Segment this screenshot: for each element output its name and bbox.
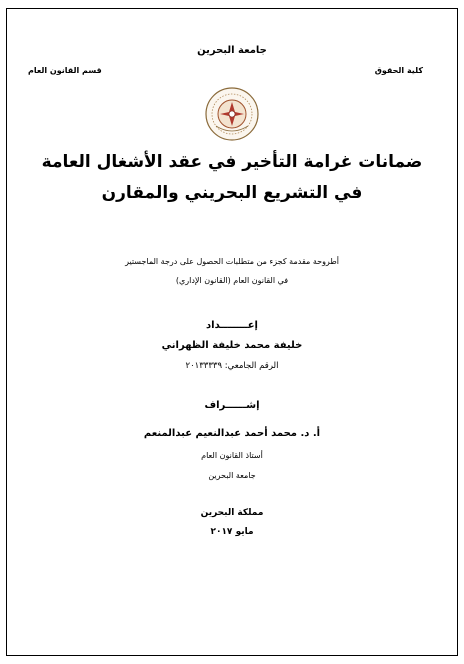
university-name-top: جامعة البحرين	[197, 45, 267, 56]
prepared-by-heading: إعــــــــداد	[206, 320, 258, 331]
supervisor-university: جامعة البحرين	[208, 471, 256, 480]
department-name: قسم القانون العام	[28, 66, 102, 75]
college-name: كلية الحقوق	[374, 66, 423, 75]
author-name: خليفة محمد خليفة الظهراني	[161, 340, 303, 351]
kingdom-name: مملكة البحرين	[200, 508, 264, 518]
thesis-description-line-2: في القانون العام (القانون الإداري)	[175, 276, 289, 285]
thesis-title-line-1: ضمانات غرامة التأخير في عقد الأشغال العامة	[41, 152, 423, 172]
supervisor-name: أ. د. محمد أحمد عبدالنعيم عبدالمنعم	[143, 428, 321, 439]
thesis-description-line-1: أطروحة مقدمة كجزء من متطلبات الحصول على درجة الماجستير	[125, 257, 339, 266]
supervisor-title: أستاذ القانون العام	[201, 451, 263, 460]
submission-date: مايو ٢٠١٧	[210, 527, 254, 537]
supervision-heading: إشــــــراف	[204, 400, 260, 411]
thesis-title-line-2: في التشريع البحريني والمقارن	[101, 183, 363, 203]
student-id: الرقم الجامعي: ٢٠١٣٣٣٣٩	[185, 361, 279, 371]
university-emblem-icon	[204, 86, 260, 142]
